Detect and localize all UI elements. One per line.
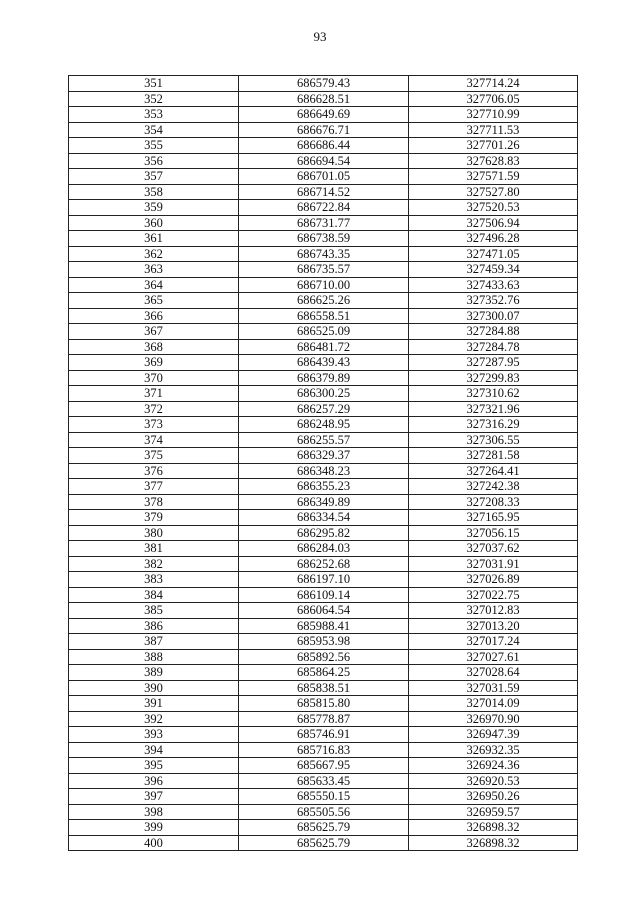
y-coordinate-cell: 327026.89 xyxy=(409,572,578,588)
x-coordinate-cell: 685815.80 xyxy=(239,696,409,712)
x-coordinate-cell: 686525.09 xyxy=(239,324,409,340)
x-coordinate-cell: 686558.51 xyxy=(239,308,409,324)
x-coordinate-cell: 685667.95 xyxy=(239,758,409,774)
table-row xyxy=(69,231,578,247)
point-number-cell: 366 xyxy=(69,308,239,324)
y-coordinate-cell: 327571.59 xyxy=(409,169,578,185)
y-coordinate-cell: 327031.59 xyxy=(409,680,578,696)
point-number-cell: 382 xyxy=(69,556,239,572)
table-row xyxy=(69,184,578,200)
table-row xyxy=(69,417,578,433)
table-row xyxy=(69,556,578,572)
table-row xyxy=(69,773,578,789)
x-coordinate-cell: 686481.72 xyxy=(239,339,409,355)
point-number-cell: 380 xyxy=(69,525,239,541)
table-row xyxy=(69,603,578,619)
y-coordinate-cell: 327165.95 xyxy=(409,510,578,526)
x-coordinate-cell: 686735.57 xyxy=(239,262,409,278)
point-number-cell: 378 xyxy=(69,494,239,510)
y-coordinate-cell: 326924.36 xyxy=(409,758,578,774)
table-row xyxy=(69,91,578,107)
x-coordinate-cell: 685892.56 xyxy=(239,649,409,665)
point-number-cell: 370 xyxy=(69,370,239,386)
table-row xyxy=(69,262,578,278)
x-coordinate-cell: 686295.82 xyxy=(239,525,409,541)
point-number-cell: 386 xyxy=(69,618,239,634)
y-coordinate-cell: 326950.26 xyxy=(409,789,578,805)
table-row xyxy=(69,742,578,758)
table-row xyxy=(69,696,578,712)
table-row xyxy=(69,122,578,138)
x-coordinate-cell: 685550.15 xyxy=(239,789,409,805)
table-row xyxy=(69,401,578,417)
point-number-cell: 371 xyxy=(69,386,239,402)
y-coordinate-cell: 327013.20 xyxy=(409,618,578,634)
x-coordinate-cell: 685625.79 xyxy=(239,835,409,851)
y-coordinate-cell: 327300.07 xyxy=(409,308,578,324)
x-coordinate-cell: 685864.25 xyxy=(239,665,409,681)
table-row xyxy=(69,293,578,309)
table-row xyxy=(69,572,578,588)
y-coordinate-cell: 327022.75 xyxy=(409,587,578,603)
y-coordinate-cell: 326898.32 xyxy=(409,820,578,836)
table-row xyxy=(69,665,578,681)
point-number-cell: 390 xyxy=(69,680,239,696)
y-coordinate-cell: 327310.62 xyxy=(409,386,578,402)
x-coordinate-cell: 685505.56 xyxy=(239,804,409,820)
point-number-cell: 379 xyxy=(69,510,239,526)
point-number-cell: 359 xyxy=(69,200,239,216)
table-row xyxy=(69,339,578,355)
coordinates-table-body xyxy=(69,76,578,851)
y-coordinate-cell: 327506.94 xyxy=(409,215,578,231)
table-row xyxy=(69,711,578,727)
point-number-cell: 369 xyxy=(69,355,239,371)
y-coordinate-cell: 326920.53 xyxy=(409,773,578,789)
y-coordinate-cell: 327287.95 xyxy=(409,355,578,371)
x-coordinate-cell: 686710.00 xyxy=(239,277,409,293)
x-coordinate-cell: 686694.54 xyxy=(239,153,409,169)
x-coordinate-cell: 685953.98 xyxy=(239,634,409,650)
point-number-cell: 392 xyxy=(69,711,239,727)
point-number-cell: 389 xyxy=(69,665,239,681)
point-number-cell: 383 xyxy=(69,572,239,588)
point-number-cell: 374 xyxy=(69,432,239,448)
x-coordinate-cell: 686686.44 xyxy=(239,138,409,154)
y-coordinate-cell: 327433.63 xyxy=(409,277,578,293)
table-row xyxy=(69,618,578,634)
y-coordinate-cell: 327306.55 xyxy=(409,432,578,448)
y-coordinate-cell: 327014.09 xyxy=(409,696,578,712)
table-row xyxy=(69,789,578,805)
x-coordinate-cell: 685746.91 xyxy=(239,727,409,743)
y-coordinate-cell: 327711.53 xyxy=(409,122,578,138)
point-number-cell: 375 xyxy=(69,448,239,464)
x-coordinate-cell: 686701.05 xyxy=(239,169,409,185)
point-number-cell: 358 xyxy=(69,184,239,200)
point-number-cell: 365 xyxy=(69,293,239,309)
y-coordinate-cell: 327496.28 xyxy=(409,231,578,247)
table-row xyxy=(69,525,578,541)
point-number-cell: 388 xyxy=(69,649,239,665)
x-coordinate-cell: 686252.68 xyxy=(239,556,409,572)
point-number-cell: 399 xyxy=(69,820,239,836)
y-coordinate-cell: 327012.83 xyxy=(409,603,578,619)
point-number-cell: 384 xyxy=(69,587,239,603)
point-number-cell: 373 xyxy=(69,417,239,433)
x-coordinate-cell: 686248.95 xyxy=(239,417,409,433)
y-coordinate-cell: 327027.61 xyxy=(409,649,578,665)
y-coordinate-cell: 327284.78 xyxy=(409,339,578,355)
table-row xyxy=(69,432,578,448)
x-coordinate-cell: 686329.37 xyxy=(239,448,409,464)
y-coordinate-cell: 326898.32 xyxy=(409,835,578,851)
y-coordinate-cell: 327284.88 xyxy=(409,324,578,340)
x-coordinate-cell: 686649.69 xyxy=(239,107,409,123)
x-coordinate-cell: 686300.25 xyxy=(239,386,409,402)
page-number: 93 xyxy=(313,29,327,44)
y-coordinate-cell: 327264.41 xyxy=(409,463,578,479)
y-coordinate-cell: 327281.58 xyxy=(409,448,578,464)
y-coordinate-cell: 327701.26 xyxy=(409,138,578,154)
point-number-cell: 356 xyxy=(69,153,239,169)
point-number-cell: 387 xyxy=(69,634,239,650)
table-row xyxy=(69,820,578,836)
point-number-cell: 367 xyxy=(69,324,239,340)
table-row xyxy=(69,215,578,231)
x-coordinate-cell: 685633.45 xyxy=(239,773,409,789)
x-coordinate-cell: 686355.23 xyxy=(239,479,409,495)
table-row xyxy=(69,355,578,371)
table-row xyxy=(69,510,578,526)
y-coordinate-cell: 327037.62 xyxy=(409,541,578,557)
table-row xyxy=(69,370,578,386)
table-row xyxy=(69,448,578,464)
x-coordinate-cell: 686676.71 xyxy=(239,122,409,138)
point-number-cell: 357 xyxy=(69,169,239,185)
x-coordinate-cell: 686334.54 xyxy=(239,510,409,526)
x-coordinate-cell: 685625.79 xyxy=(239,820,409,836)
x-coordinate-cell: 686743.35 xyxy=(239,246,409,262)
x-coordinate-cell: 686738.59 xyxy=(239,231,409,247)
x-coordinate-cell: 686628.51 xyxy=(239,91,409,107)
x-coordinate-cell: 685716.83 xyxy=(239,742,409,758)
table-row xyxy=(69,463,578,479)
table-row xyxy=(69,727,578,743)
table-row xyxy=(69,804,578,820)
coordinates-table xyxy=(68,75,578,851)
table-row xyxy=(69,758,578,774)
point-number-cell: 360 xyxy=(69,215,239,231)
x-coordinate-cell: 686731.77 xyxy=(239,215,409,231)
point-number-cell: 396 xyxy=(69,773,239,789)
y-coordinate-cell: 326932.35 xyxy=(409,742,578,758)
x-coordinate-cell: 686064.54 xyxy=(239,603,409,619)
table-row xyxy=(69,246,578,262)
y-coordinate-cell: 327031.91 xyxy=(409,556,578,572)
table-row xyxy=(69,541,578,557)
point-number-cell: 398 xyxy=(69,804,239,820)
x-coordinate-cell: 685988.41 xyxy=(239,618,409,634)
point-number-cell: 397 xyxy=(69,789,239,805)
point-number-cell: 400 xyxy=(69,835,239,851)
point-number-cell: 372 xyxy=(69,401,239,417)
table-row xyxy=(69,324,578,340)
table-row xyxy=(69,76,578,92)
table-row xyxy=(69,634,578,650)
x-coordinate-cell: 685838.51 xyxy=(239,680,409,696)
point-number-cell: 381 xyxy=(69,541,239,557)
point-number-cell: 385 xyxy=(69,603,239,619)
point-number-cell: 376 xyxy=(69,463,239,479)
y-coordinate-cell: 327056.15 xyxy=(409,525,578,541)
x-coordinate-cell: 686349.89 xyxy=(239,494,409,510)
y-coordinate-cell: 327714.24 xyxy=(409,76,578,92)
point-number-cell: 395 xyxy=(69,758,239,774)
y-coordinate-cell: 327208.33 xyxy=(409,494,578,510)
table-row xyxy=(69,649,578,665)
y-coordinate-cell: 327471.05 xyxy=(409,246,578,262)
table-row xyxy=(69,153,578,169)
table-row xyxy=(69,680,578,696)
x-coordinate-cell: 686714.52 xyxy=(239,184,409,200)
x-coordinate-cell: 686255.57 xyxy=(239,432,409,448)
point-number-cell: 394 xyxy=(69,742,239,758)
table-row xyxy=(69,138,578,154)
y-coordinate-cell: 326970.90 xyxy=(409,711,578,727)
y-coordinate-cell: 327316.29 xyxy=(409,417,578,433)
y-coordinate-cell: 327242.38 xyxy=(409,479,578,495)
x-coordinate-cell: 686579.43 xyxy=(239,76,409,92)
table-row xyxy=(69,479,578,495)
x-coordinate-cell: 686257.29 xyxy=(239,401,409,417)
table-row xyxy=(69,200,578,216)
point-number-cell: 351 xyxy=(69,76,239,92)
x-coordinate-cell: 686284.03 xyxy=(239,541,409,557)
x-coordinate-cell: 686625.26 xyxy=(239,293,409,309)
y-coordinate-cell: 326947.39 xyxy=(409,727,578,743)
table-row xyxy=(69,494,578,510)
x-coordinate-cell: 686722.84 xyxy=(239,200,409,216)
y-coordinate-cell: 327017.24 xyxy=(409,634,578,650)
point-number-cell: 361 xyxy=(69,231,239,247)
x-coordinate-cell: 685778.87 xyxy=(239,711,409,727)
table-row xyxy=(69,587,578,603)
table-row xyxy=(69,308,578,324)
y-coordinate-cell: 327459.34 xyxy=(409,262,578,278)
y-coordinate-cell: 327527.80 xyxy=(409,184,578,200)
x-coordinate-cell: 686379.89 xyxy=(239,370,409,386)
x-coordinate-cell: 686109.14 xyxy=(239,587,409,603)
point-number-cell: 363 xyxy=(69,262,239,278)
point-number-cell: 353 xyxy=(69,107,239,123)
y-coordinate-cell: 327299.83 xyxy=(409,370,578,386)
x-coordinate-cell: 686348.23 xyxy=(239,463,409,479)
y-coordinate-cell: 327352.76 xyxy=(409,293,578,309)
y-coordinate-cell: 327321.96 xyxy=(409,401,578,417)
point-number-cell: 362 xyxy=(69,246,239,262)
table-row xyxy=(69,169,578,185)
table-row xyxy=(69,107,578,123)
point-number-cell: 354 xyxy=(69,122,239,138)
point-number-cell: 352 xyxy=(69,91,239,107)
point-number-cell: 355 xyxy=(69,138,239,154)
table-row xyxy=(69,277,578,293)
point-number-cell: 393 xyxy=(69,727,239,743)
y-coordinate-cell: 327706.05 xyxy=(409,91,578,107)
y-coordinate-cell: 327028.64 xyxy=(409,665,578,681)
y-coordinate-cell: 327520.53 xyxy=(409,200,578,216)
point-number-cell: 364 xyxy=(69,277,239,293)
y-coordinate-cell: 326959.57 xyxy=(409,804,578,820)
x-coordinate-cell: 686197.10 xyxy=(239,572,409,588)
point-number-cell: 368 xyxy=(69,339,239,355)
point-number-cell: 377 xyxy=(69,479,239,495)
table-row xyxy=(69,386,578,402)
y-coordinate-cell: 327710.99 xyxy=(409,107,578,123)
point-number-cell: 391 xyxy=(69,696,239,712)
y-coordinate-cell: 327628.83 xyxy=(409,153,578,169)
table-row xyxy=(69,835,578,851)
x-coordinate-cell: 686439.43 xyxy=(239,355,409,371)
